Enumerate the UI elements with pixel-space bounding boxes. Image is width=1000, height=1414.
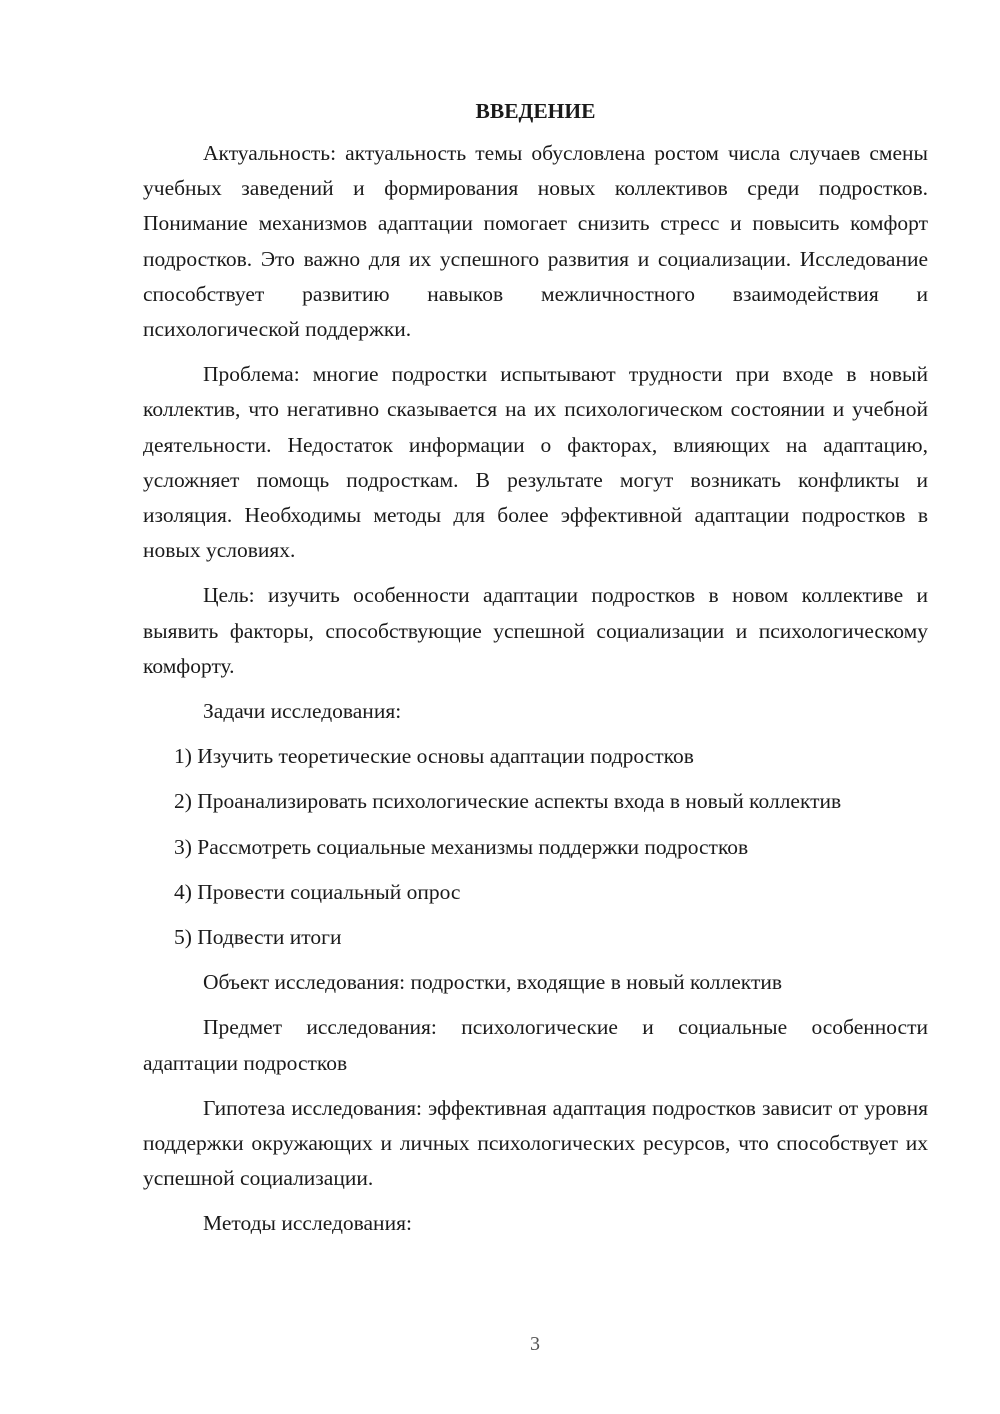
- paragraph-tasks-heading: Задачи исследования:: [203, 699, 402, 724]
- document-page: [143, 96, 928, 1252]
- task-item-2: 2) Проанализировать психологические аспекты входа в новый коллектив: [174, 789, 842, 814]
- task-item-1: 1) Изучить теоретические основы адаптации подростков: [174, 744, 694, 769]
- paragraph-object: Объект исследования: подростки, входящие в новый коллектив: [203, 970, 783, 995]
- paragraph-goal: Цель: изучить особенности адаптации подростков в новом коллективе и выявить факторы, способствующие успешной социализации и психологическому комфорту.: [143, 583, 928, 678]
- paragraph-relevance: Актуальность: актуальность темы обусловлена ростом числа случаев смены учебных заведений и формирования новых коллективов среди подростков. Понимание механизмов адаптации помогает снизить стресс и повысить комфорт подростков. Это важно для их успешного развития и социализации. Исследование способствует развитию навыков межличностного взаимодействия и психологической поддержки.: [143, 141, 928, 342]
- paragraph-methods: Методы исследования:: [203, 1211, 412, 1236]
- task-item-4: 4) Провести социальный опрос: [174, 879, 461, 904]
- paragraph-problem: Проблема: многие подростки испытывают трудности при входе в новый коллектив, что негативно сказывается на их психологическом состоянии и учебной деятельности. Недостаток информации о факторах, влияющих на адаптацию, усложняет помощь подросткам. В результате могут возникать конфликты и изоляция. Необходимы методы для более эффективной адаптации подростков в новых условиях.: [143, 362, 928, 563]
- paragraph-hypothesis: Гипотеза исследования: эффективная адаптация подростков зависит от уровня поддержки окружающих и личных психологических ресурсов, что способствует их успешной социализации.: [143, 1095, 928, 1191]
- paragraph-subject: Предмет исследования: психологические и социальные особенности адаптации подростков: [143, 1015, 928, 1075]
- page-number: 3: [530, 1333, 540, 1355]
- task-item-3: 3) Рассмотреть социальные механизмы поддержки подростков: [174, 834, 749, 859]
- section-title: ВВЕДЕНИЕ: [475, 99, 596, 123]
- task-item-5: 5) Подвести итоги: [174, 925, 342, 950]
